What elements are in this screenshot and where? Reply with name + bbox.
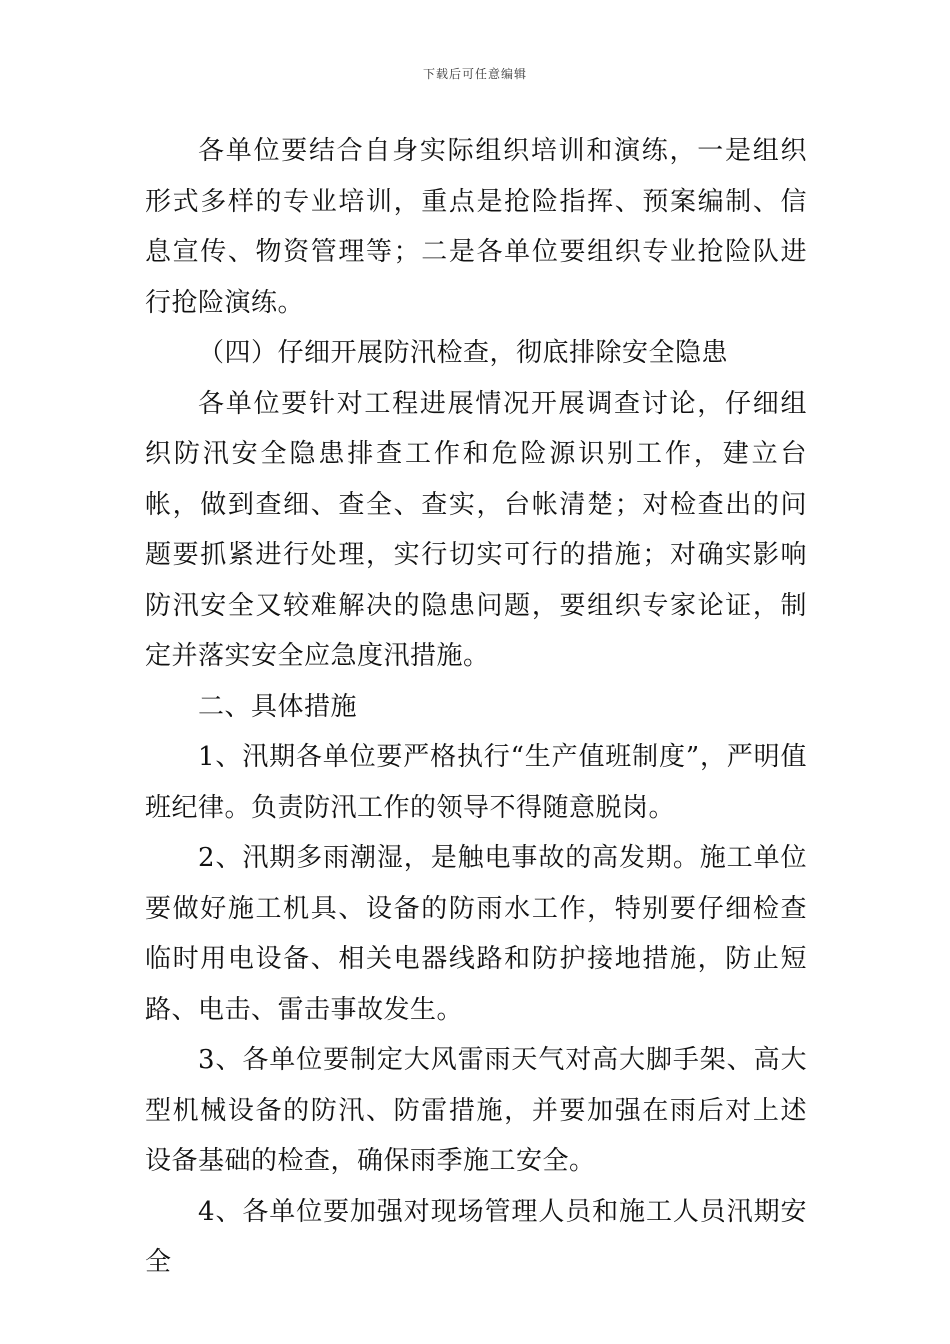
paragraph-measure-3: 3、各单位要制定大风雷雨天气对高大脚手架、高大型机械设备的防汛、防雷措施，并要加强在雨后对上述设备基础的检查，确保雨季施工安全。 (145, 1045, 807, 1176)
section-heading-inspection: （四）仔细开展防汛检查，彻底排除安全隐患 (198, 338, 729, 368)
paragraph-measure-4: 4、各单位要加强对现场管理人员和施工人员汛期安全 (145, 1196, 807, 1277)
section-heading-measures: 二、具体措施 (198, 691, 358, 722)
document-body (145, 126, 807, 1288)
paragraph-measure-2: 2、汛期多雨潮湿，是触电事故的高发期。施工单位要做好施工机具、设备的防雨水工作，特别要仔细检查临时用电设备、相关电器线路和防护接地措施，防止短路、电击、雷击事故发生。 (145, 843, 807, 1025)
paragraph-inspection: 各单位要针对工程进展情况开展调查讨论，仔细组织防汛安全隐患排查工作和危险源识别工作，建立台帐，做到查细、查全、查实，台帐清楚；对检查出的问题要抓紧进行处理，实行切实可行的措施；对确实影响防汛安全又较难解决的隐患问题，要组织专家论证，制定并落实安全应急度汛措施。 (145, 388, 807, 671)
page-header: 下载后可任意编辑 (422, 67, 527, 81)
paragraph-measure-1: 1、汛期各单位要严格执行“生产值班制度”，严明值班纪律。负责防汛工作的领导不得随意脱岗。 (145, 742, 807, 823)
paragraph-training: 各单位要结合自身实际组织培训和演练，一是组织形式多样的专业培训，重点是抢险指挥、预案编制、信息宣传、物资管理等；二是各单位要组织专业抢险队进行抢险演练。 (145, 136, 807, 318)
